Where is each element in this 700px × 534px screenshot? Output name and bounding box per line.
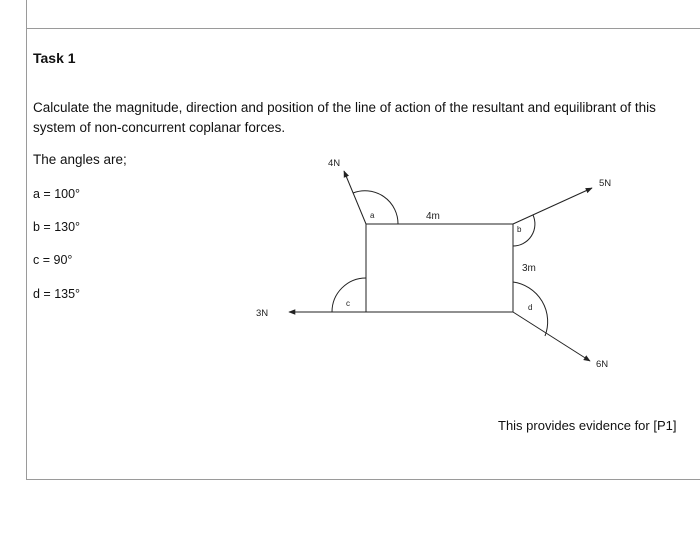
angle-b-value: b = 130° xyxy=(33,220,81,234)
angles-heading: The angles are; xyxy=(33,152,127,167)
force-4n-arrow xyxy=(344,171,366,224)
dimension-right-label: 3m xyxy=(522,263,536,274)
evidence-note: This provides evidence for [P1] xyxy=(498,418,677,433)
angle-d-mark: d xyxy=(528,303,533,312)
angle-c-mark: c xyxy=(346,299,350,308)
angle-b-mark: b xyxy=(517,225,522,234)
force-6n-label: 6N xyxy=(596,359,609,370)
rectangle-body xyxy=(366,224,513,312)
force-3n-label: 3N xyxy=(256,308,269,319)
angle-a-mark: a xyxy=(370,211,375,220)
task-title: Task 1 xyxy=(33,50,76,66)
force-5n-label: 5N xyxy=(599,178,612,189)
task-question: Calculate the magnitude, direction and position of the line of action of the resultant and equilibrant of this system of non-concurrent coplanar forces. xyxy=(33,100,656,135)
force-4n-label: 4N xyxy=(328,158,341,169)
force-6n-arrow xyxy=(513,312,590,361)
angle-arc-a xyxy=(353,191,398,224)
angle-d-value: d = 135° xyxy=(33,287,81,301)
dimension-top-label: 4m xyxy=(426,211,440,222)
force-5n-arrow xyxy=(513,188,592,224)
angle-a-value: a = 100° xyxy=(33,187,81,201)
angle-c-value: c = 90° xyxy=(33,253,73,267)
